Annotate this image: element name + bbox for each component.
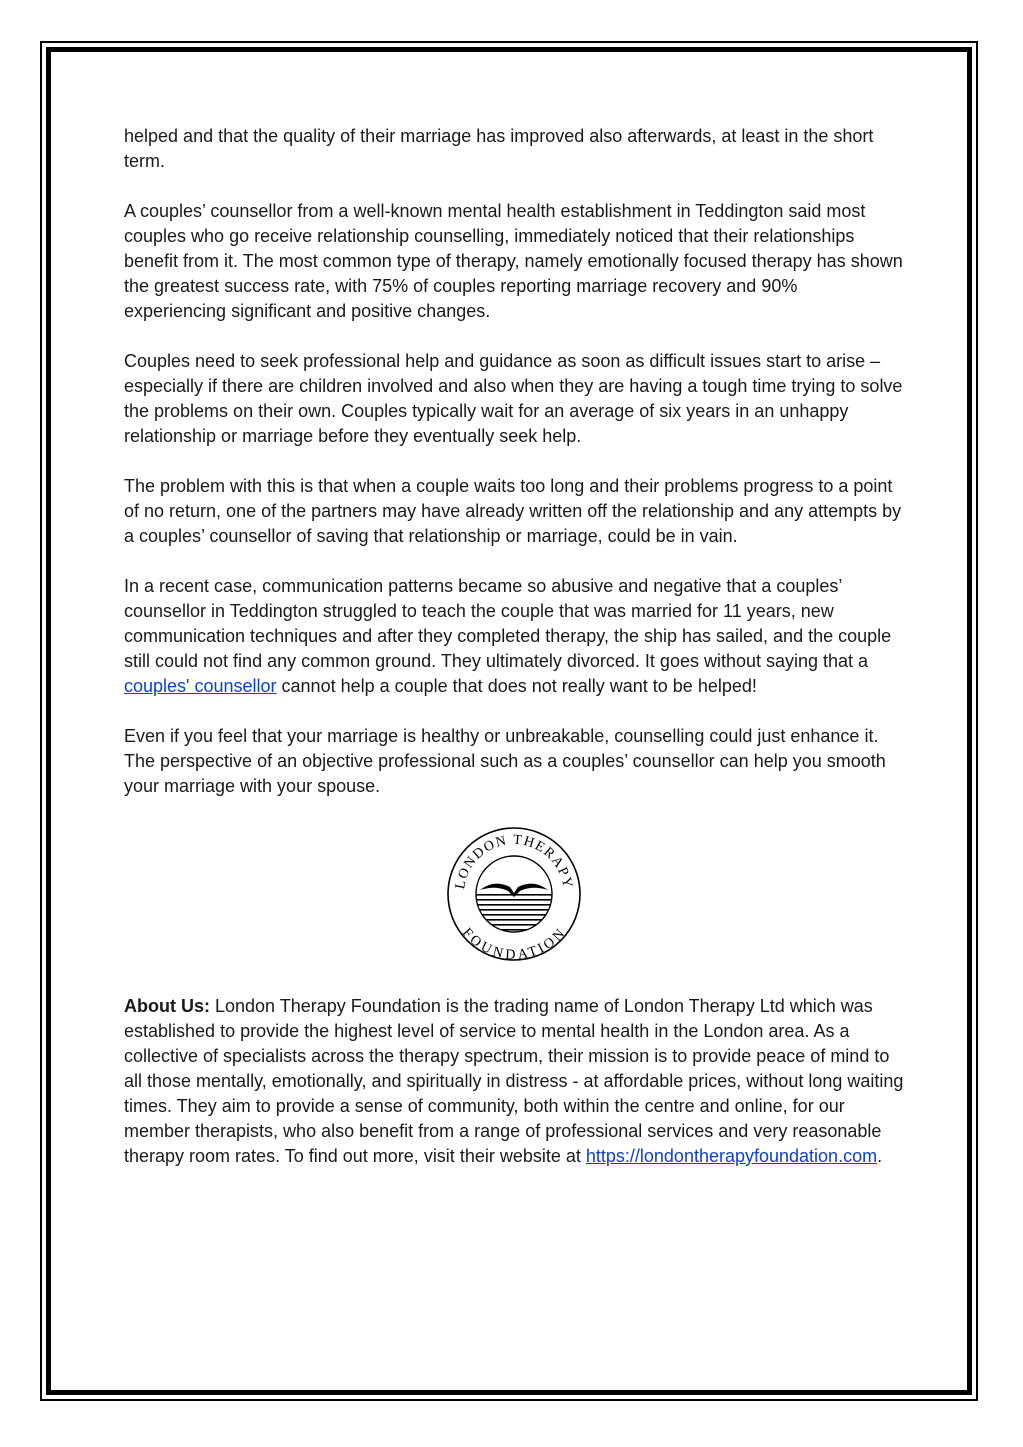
about-us-paragraph bbox=[124, 994, 904, 1169]
logo-container bbox=[124, 824, 904, 964]
london-therapy-foundation-logo bbox=[444, 824, 584, 964]
paragraph-5-text-end: cannot help a couple that does not really want to be helped! bbox=[276, 676, 757, 696]
paragraph-1: helped and that the quality of their marriage has improved also afterwards, at least in the short term. bbox=[124, 126, 874, 171]
logo-text-bottom: FOUNDATION bbox=[458, 925, 570, 963]
couples-counsellor-link[interactable]: couples' counsellor bbox=[124, 676, 277, 696]
paragraph-4: The problem with this is that when a couple waits too long and their problems progress to a point of no return, one of the partners may have already written off the relationship and any attempts by a couples’ counsellor of saving that relationship or marriage, could be in vain. bbox=[124, 476, 902, 546]
about-us-label: About Us: bbox=[124, 996, 210, 1016]
paragraph-5-text-start: In a recent case, communication patterns became so abusive and negative that a couples’ counsellor in Teddington struggled to teach the couple that was married for 11 years, new communication techniques and after they completed therapy, the ship has sailed, and the couple still could not find any common ground. They ultimately divorced. It goes without saying that a bbox=[124, 576, 892, 671]
website-link[interactable]: https://londontherapyfoundation.com bbox=[585, 1146, 878, 1166]
document-body bbox=[124, 124, 904, 1194]
about-us-period: . bbox=[877, 1146, 883, 1166]
logo-text-top: LONDON THERAPY bbox=[453, 832, 575, 891]
about-us-text: London Therapy Foundation is the trading name of London Therapy Ltd which was established to provide the highest level of service to mental health in the London area. As a collective of specialists across the therapy spectrum, their mission is to provide peace of mind to all those mentally, emotionally, and spiritually in distress - at affordable prices, without long waiting times. They aim to provide a sense of community, both within the centre and online, for our member therapists, who also benefit from a range of professional services and very reasonable therapy room rates. To find out more, visit their website at bbox=[124, 996, 904, 1166]
paragraph-5 bbox=[124, 574, 904, 699]
paragraph-2: A couples’ counsellor from a well-known mental health establishment in Teddington said most couples who go receive relationship counselling, immediately noticed that their relationships benefit from it. The most common type of therapy, namely emotionally focused therapy has shown the greatest success rate, with 75% of couples reporting marriage recovery and 90% experiencing significant and positive changes. bbox=[124, 201, 903, 321]
logo-water-lines bbox=[464, 894, 564, 931]
paragraph-3: Couples need to seek professional help and guidance as soon as difficult issues start to arise – especially if there are children involved and also when they are having a tough time trying to solve the problems on their own. Couples typically wait for an average of six years in an unhappy relationship or marriage before they eventually seek help. bbox=[124, 351, 903, 446]
paragraph-6: Even if you feel that your marriage is healthy or unbreakable, counselling could just enhance it. The perspective of an objective professional such as a couples’ counsellor can help you smooth your marriage with your spouse. bbox=[124, 726, 886, 796]
